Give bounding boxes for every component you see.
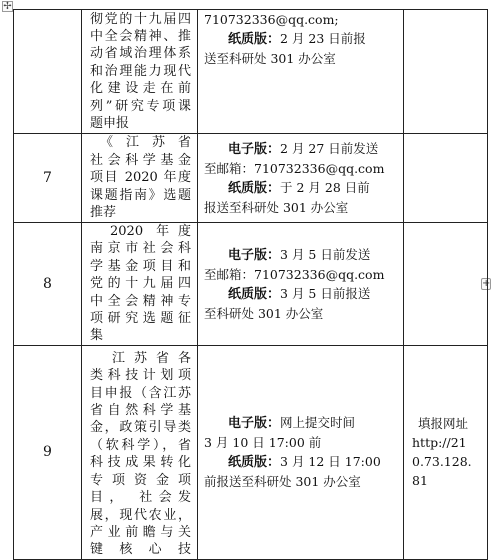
project-name-line: 2020 年度: [110, 224, 191, 239]
project-name-line: 课题指南》选题: [90, 187, 191, 203]
email-address: 至邮箱：710732336@qq.com: [204, 161, 385, 176]
add-column-icon[interactable]: +: [482, 278, 491, 289]
row-number: 9: [14, 345, 82, 559]
paper-version-label: 纸质版：: [228, 32, 281, 47]
paper-destination: 至科研处 301 办公室: [204, 305, 324, 321]
paper-version-label: 纸质版：: [228, 455, 281, 471]
paper-deadline: 于 2 月 28 日前: [280, 180, 370, 195]
project-name-line: 列”研究专项课: [90, 98, 191, 114]
email-version-label: 电子版：: [228, 416, 281, 432]
email-time: 3 月 10 日 17:00 前: [204, 435, 322, 451]
paper-destination: 报送至科研处 301 办公室: [204, 200, 349, 215]
project-name-line: 展，现代农业，: [90, 507, 191, 523]
paper-destination: 送至科研处 301 办公室: [204, 51, 336, 66]
email-deadline: 3 月 5 日前发送: [280, 246, 371, 262]
project-name-line: 类科技计划项: [90, 368, 191, 384]
note-cell: [404, 134, 488, 223]
table-row: [14, 134, 488, 223]
submission-cell: [198, 134, 404, 223]
project-name-line: 集: [90, 328, 104, 344]
note-line: 填报网址: [418, 416, 469, 432]
project-name-line: 产业前瞻与关: [90, 524, 191, 540]
project-name-cell: [82, 345, 198, 559]
row-number: 8: [14, 223, 82, 346]
project-name-line: 党的十九届四: [90, 276, 191, 292]
note-line: 0.73.128.: [412, 454, 472, 470]
project-name-line: 化建设走在前: [90, 81, 191, 97]
project-name-line: （软科学），省: [90, 437, 191, 453]
project-name-line: 动省域治理体系: [90, 46, 191, 62]
table-move-handle-icon[interactable]: ✢: [3, 1, 12, 12]
email-version-label: 电子版：: [228, 247, 281, 263]
project-name-line: 南京市社会科: [90, 241, 191, 257]
row-number: 7: [14, 134, 82, 223]
project-name-line: 目申报（含江苏: [90, 385, 191, 401]
email-address: 710732336@qq.com;: [204, 12, 339, 27]
project-name-line: 学基金项目和: [90, 258, 191, 274]
paper-destination: 前报送至科研处 301 办公室: [204, 474, 361, 490]
project-name-cell: [82, 134, 198, 223]
project-name-line: 项研究选题征: [90, 311, 191, 327]
project-name-line: 江苏省各: [112, 350, 191, 366]
paper-deadline: 2 月 23 日前报: [280, 31, 366, 46]
email-deadline: 2 月 27 日前发送: [280, 141, 379, 156]
email-address: 至邮箱：710732336@qq.com: [204, 266, 385, 282]
note-cell: [404, 345, 488, 559]
project-name-line: 省自然科学基: [90, 403, 191, 419]
table-row: [14, 10, 488, 134]
submission-cell: [198, 10, 404, 134]
project-name-line: 和治理能力现代: [90, 63, 191, 79]
project-name-line: 键核心技: [90, 542, 191, 558]
note-line: http://21: [412, 435, 467, 451]
project-name-line: 中全会精神、推: [90, 28, 191, 44]
email-version-label: 电子版：: [228, 142, 281, 157]
project-name-line: 题申报: [90, 116, 130, 132]
project-name-line: 中全会精神专: [90, 293, 191, 309]
project-name-cell: [82, 223, 198, 346]
project-name-line: 目， 社会发: [90, 490, 191, 506]
project-name-line: 《江苏省: [100, 135, 191, 151]
project-name-line: 彻党的十九届四: [90, 11, 191, 27]
table-row: [14, 345, 488, 559]
paper-deadline: 3 月 12 日 17:00: [280, 454, 381, 470]
submission-cell: [198, 345, 404, 559]
paper-version-label: 纸质版：: [228, 181, 281, 196]
schedule-table: [13, 9, 488, 560]
note-line: 81: [412, 473, 428, 489]
submission-cell: [198, 223, 404, 346]
paper-version-label: 纸质版：: [228, 286, 281, 302]
project-name-line: 推荐: [90, 205, 117, 221]
project-name-line: 金，政策引导类: [90, 420, 191, 436]
note-cell: [404, 223, 488, 346]
paper-deadline: 3 月 5 日前报送: [280, 285, 371, 301]
email-deadline: 网上提交时间: [280, 415, 356, 431]
note-cell: [404, 10, 488, 134]
project-name-line: 项目 2020 年度: [90, 170, 191, 186]
project-name-line: 科技成果转化: [90, 455, 191, 471]
project-name-line: 社会科学基金: [90, 152, 191, 168]
table-row: [14, 223, 488, 346]
row-number: [14, 10, 82, 134]
project-name-line: 专项资金项: [90, 472, 191, 488]
project-name-cell: [82, 10, 198, 134]
